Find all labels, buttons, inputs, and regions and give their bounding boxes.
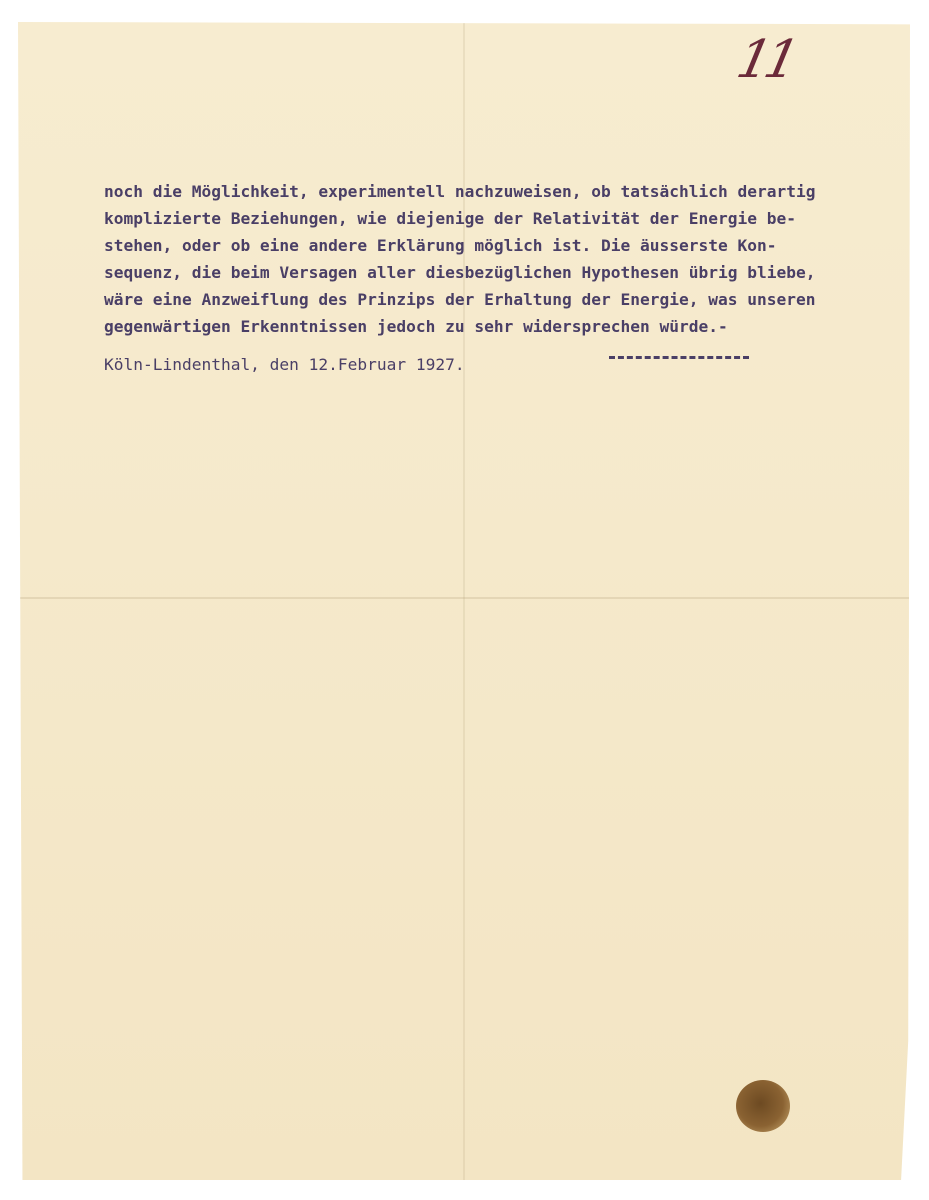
text-line: komplizierte Beziehungen, wie diejenige der Relativität der Energie be- xyxy=(104,209,796,228)
text-line: sequenz, die beim Versagen aller diesbezüglichen Hypothesen übrig bliebe, xyxy=(104,263,816,282)
text-line: wäre eine Anzweiflung des Prinzips der Erhaltung der Energie, was unseren xyxy=(104,290,816,309)
text-line: gegenwärtigen Erkenntnissen jedoch zu sehr widersprechen würde.- xyxy=(104,317,728,336)
wax-stain xyxy=(736,1080,790,1132)
handwritten-page-number: 11 xyxy=(731,30,799,90)
dashed-separator xyxy=(609,342,749,359)
date-line: Köln-Lindenthal, den 12.Februar 1927. xyxy=(104,355,465,374)
text-line: noch die Möglichkeit, experimentell nachzuweisen, ob tatsächlich derartig xyxy=(104,182,816,201)
text-line: stehen, oder ob eine andere Erklärung möglich ist. Die äusserste Kon- xyxy=(104,236,777,255)
typed-paragraph xyxy=(104,178,894,359)
